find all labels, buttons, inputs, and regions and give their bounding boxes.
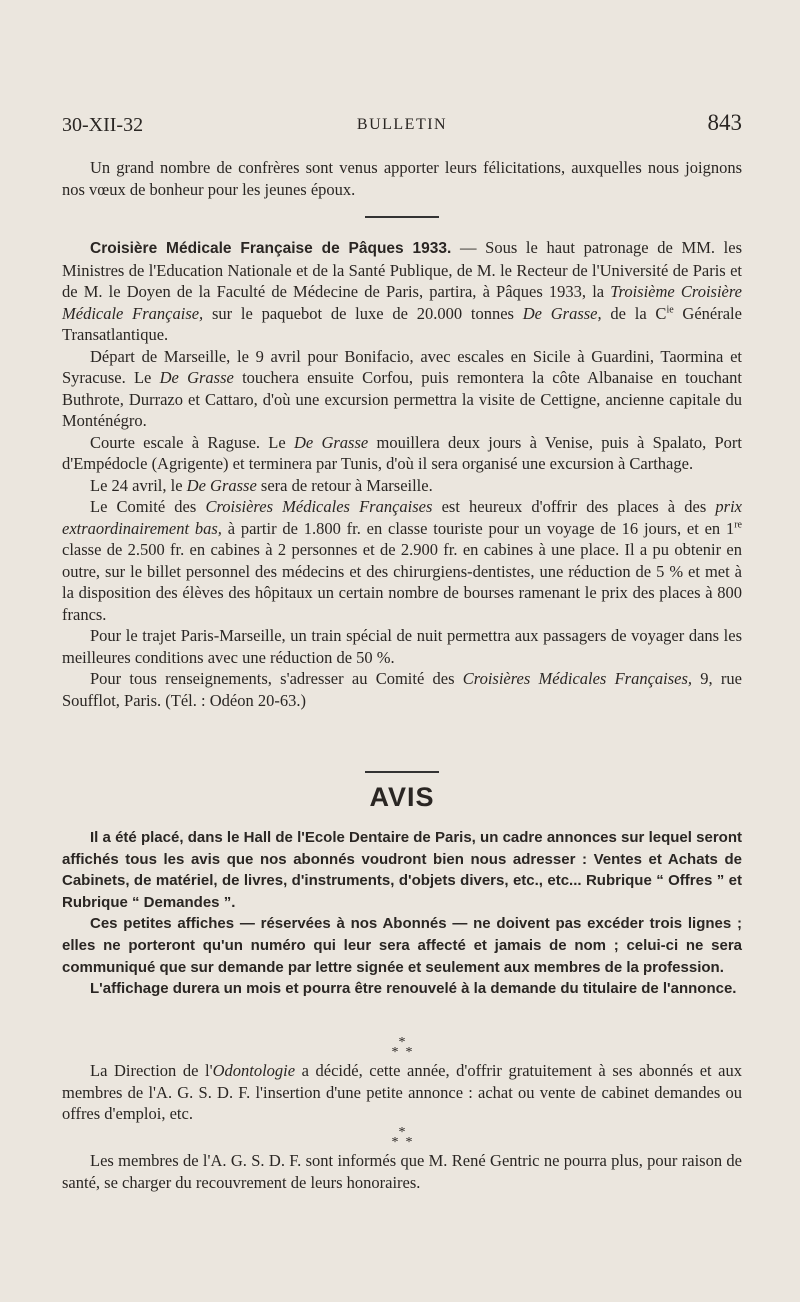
intro-paragraph: Un grand nombre de confrères sont venus apporter leurs félicitations, auxquelles nous joignons nos vœux de bonheur pour les jeunes époux.: [62, 158, 742, 199]
text-run: sera de retour à Marseille.: [256, 475, 433, 495]
croisiere-paragraph-1: [62, 237, 742, 346]
divider-rule: [365, 771, 439, 773]
text-run: La Direction de l': [90, 1061, 213, 1080]
text-run-italic: De Grasse: [293, 432, 369, 452]
avis-paragraph-1: Il a été placé, dans le Hall de l'Ecole Dentaire de Paris, un cadre annonces sur lequel seront affichés tous les avis que nos abonnés voudront bien nous adresser : Ventes et Achats de Cabinets, de matériel, de livres, d'instruments, d'objets divers, etc., etc... Rubrique “ Offres ” et Rubrique “ Demandes ”.: [62, 829, 742, 911]
text-run: de la C: [601, 303, 667, 323]
asterism-1: [62, 1035, 742, 1060]
text-run: classe de 2.500 fr. en cabines à 2 personnes et de 2.900 fr. en cabines à une place. Il a pu obtenir en outre, sur le billet personnel des médecins et des chirurgiens-dentistes, une réduction de 5 % et met à la disposition des élèves des hôpitaux un certain nombre de bourses ramenant le prix des places à 800 francs.: [62, 540, 742, 624]
avis-heading: AVIS: [369, 782, 435, 812]
direction-paragraph: [62, 1060, 742, 1125]
asterism-star: *: [391, 1135, 399, 1150]
text-run: Départ de Marseille, le 9 avril pour Bonifacio, avec escales en Sicile à Guardini, Taormina et Syracuse. Le: [62, 346, 742, 387]
superscript: ie: [666, 304, 674, 315]
members-paragraph: Les membres de l'A. G. S. D. F. sont informés que M. René Gentric ne pourra plus, pour raison de santé, se charger du recouvrement de leurs honoraires.: [62, 1151, 742, 1192]
text-run: — Sous le haut patronage de MM. les Ministres de l'Education Nationale et de la Santé Publique, de M. le Recteur de l'Université de Paris et de M. le Doyen de la Faculté de Médecine de Paris, partira, à Pâques 1933, la: [62, 238, 742, 301]
asterism-top: *: [398, 1125, 406, 1140]
text-run-italic: prix extraordinairement bas,: [62, 497, 742, 538]
croisiere-paragraph-2: [62, 346, 742, 432]
croisiere-heading: Croisière Médicale Française de Pâques 1933.: [90, 240, 452, 257]
text-run: sur le paquebot de luxe de 20.000 tonnes: [203, 303, 523, 323]
croisiere-paragraph-6: Pour le trajet Paris-Marseille, un train spécial de nuit permettra aux passagers de voyager dans les meilleures conditions avec une réduction de 50 %.: [62, 626, 742, 667]
text-run: Générale Transatlantique.: [62, 303, 742, 344]
asterism-star: *: [405, 1135, 413, 1150]
asterism-top: *: [398, 1035, 406, 1050]
croisiere-paragraph-4: [62, 475, 742, 497]
text-run-italic: Troisième Croisière Médicale Française,: [62, 282, 742, 323]
text-run-italic: De Grasse: [159, 368, 234, 387]
text-run: Le Comité des: [90, 497, 206, 516]
divider-rule: [365, 216, 439, 218]
section-divider-2: [62, 771, 742, 773]
text-run: mouillera deux jours à Venise, puis à Spalato, Port d'Empédocle (Agrigente) et terminera par Tunis, d'où il sera organisé une excursion à Carthage.: [62, 432, 742, 473]
members-section: [62, 1150, 742, 1193]
text-run: touchera ensuite Corfou, puis remontera la côte Albanaise en touchant Buthrote, Durrazo et Cattaro, d'où une excursion permettra la visite de Cettigne, ancienne capitale du Monténégro.: [62, 368, 742, 430]
text-run: Pour tous renseignements, s'adresser au Comité des: [90, 669, 463, 688]
croisiere-paragraph-5: [62, 496, 742, 625]
asterism-star: *: [391, 1045, 399, 1060]
text-run-italic: Croisières Médicales Françaises: [205, 497, 433, 516]
text-run: Courte escale à Raguse. Le: [90, 432, 294, 452]
text-run: est heureux d'offrir des places à des: [432, 497, 716, 516]
avis-paragraph-2: Ces petites affiches — réservées à nos Abonnés — ne doivent pas excéder trois lignes ; elles ne porteront qu'un numéro qui leur sera affecté et jamais de nom ; celui-ci ne sera communiqué que sur demande par lettre signée et seulement aux membres de la profession.: [62, 915, 742, 976]
section-divider: [62, 216, 742, 218]
text-run-italic: Odontologie: [212, 1061, 296, 1080]
text-run: Le 24 avril, le: [90, 475, 187, 495]
header-date: 30-XII-32: [62, 114, 144, 136]
asterism-bottom: [62, 1045, 742, 1060]
superscript: re: [734, 519, 742, 530]
header-title: BULLETIN: [356, 116, 448, 133]
croisiere-paragraph-7: [62, 668, 742, 711]
text-run: a décidé, cette année, d'offrir gratuitement à ses abonnés et aux membres de l'A. G. S. D. F. l'insertion d'une petite annonce : achat ou vente de cabinet demandes ou offres d'emploi, etc.: [62, 1061, 742, 1123]
avis-section: [62, 827, 742, 1000]
croisiere-section: [62, 237, 742, 711]
asterism-bottom: [62, 1135, 742, 1150]
intro-section: [62, 157, 742, 200]
page-header: [62, 108, 742, 138]
asterism-star: *: [405, 1045, 413, 1060]
asterism-2: [62, 1125, 742, 1150]
text-run: à partir de 1.800 fr. en classe touriste pour un voyage de 16 jours, et en 1: [221, 518, 735, 538]
text-run-italic: De Grasse,: [522, 303, 602, 323]
text-run-italic: Croisières Médicales Françaises,: [462, 669, 693, 688]
text-run-italic: De Grasse: [186, 475, 257, 495]
avis-paragraph-3: L'affichage durera un mois et pourra être renouvelé à la demande du titulaire de l'annonce.: [90, 980, 737, 998]
croisiere-paragraph-3: [62, 432, 742, 475]
text-run: 9, rue Soufflot, Paris. (Tél. : Odéon 20-63.): [62, 669, 742, 710]
direction-section: [62, 1060, 742, 1125]
page-number: 843: [707, 110, 742, 135]
